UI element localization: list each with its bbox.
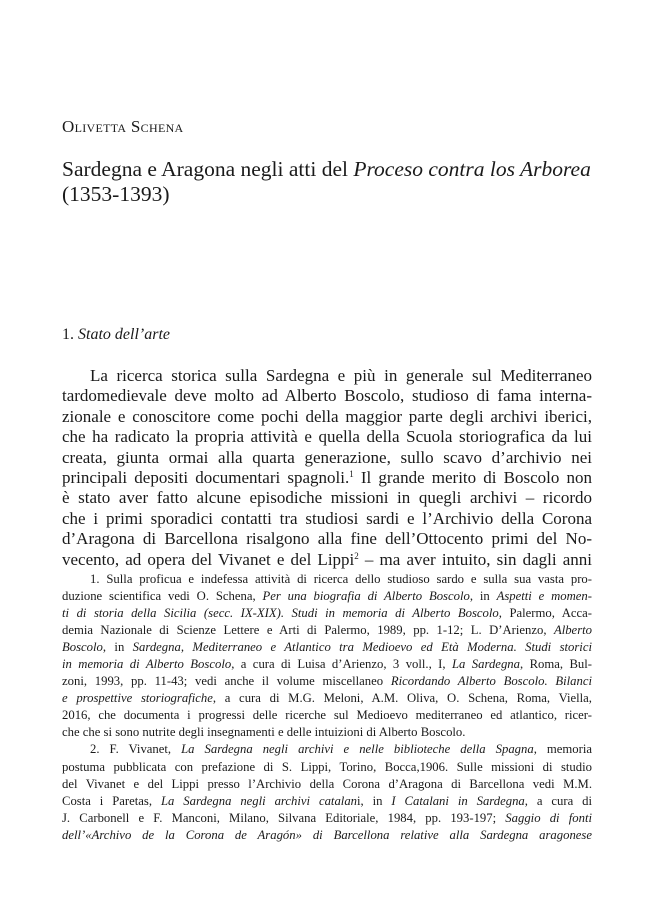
footnote-text: duzione scientifica vedi O. Schena, — [62, 589, 263, 604]
section-number: 1. — [62, 326, 78, 343]
footnote-italic: Ricordando Alberto Boscolo. Bilanci — [390, 674, 592, 689]
body-line: che ha radicato la propria attività e quella della Scuola storiografica da lui — [62, 427, 592, 447]
footnote-text: 2. F. Vivanet, — [90, 742, 182, 757]
footnote-text: zoni, 1993, pp. 11-43; vedi anche il volume miscellaneo — [62, 674, 391, 689]
footnote-text: demia Nazionale di Scienze Lettere e Arti di Palermo, 1989, pp. 1-12; L. D’Arienzo, — [62, 623, 554, 638]
footnote-line: 2016, che documenta i progressi delle ricerche sul Medioevo mediterraneo ed atlantico, ricer- — [62, 708, 592, 723]
footnote-italic: Boscolo — [62, 640, 103, 655]
footnote-text: , a cura di M.G. Meloni, A.M. Oliva, O. Schena, Roma, Viella, — [212, 691, 592, 706]
footnote-line — [62, 810, 592, 827]
footnote-italic: La Sardegna negli archivi catalan — [160, 793, 358, 808]
footnote-line — [62, 690, 592, 707]
article-title — [62, 157, 602, 207]
footnote-line — [62, 622, 592, 639]
footnote-line — [62, 656, 592, 673]
footnote-text: , in — [469, 589, 497, 604]
footnote-line: che che si sono nutrite degli insegnamenti e delle intuizioni di Alberto Boscolo. — [62, 725, 466, 740]
footnote-text: i, in — [357, 793, 392, 808]
footnote-line — [62, 741, 592, 758]
footnote-italic: Saggio di fonti — [505, 810, 592, 825]
footnote-italic: ti di storia della Sicilia (secc. IX-XIX). Studi in memoria di Alberto Boscolo — [62, 606, 499, 621]
section-heading — [62, 326, 170, 344]
footnote-italic: I Catalani in Sardegna — [391, 793, 525, 808]
body-text: Il grande merito di Boscolo non — [353, 467, 592, 487]
body-line: creata, giunta ormai alla quarta generazione, sullo scavo d’archivio nei — [62, 447, 592, 467]
body-line: tardomedievale deve molto ad Alberto Boscolo, studioso di fama interna- — [62, 386, 592, 406]
footnote-italic: Aspetti e momen- — [496, 589, 592, 604]
title-italic-text: Proceso contra los Arborea — [353, 157, 591, 181]
footnote-text: J. Carbonell e F. Manconi, Milano, Silvana Editoriale, 1984, pp. 193-197; — [62, 810, 506, 825]
footnote-line — [62, 793, 592, 810]
footnote-italic: Per una biografia di Alberto Boscolo — [262, 589, 470, 604]
footnote-line — [62, 673, 592, 690]
body-line: La ricerca storica sulla Sardegna e più in generale sul Mediterraneo — [90, 366, 592, 385]
body-line — [62, 550, 592, 570]
footnote-line — [62, 605, 592, 622]
footnote-italic: e prospettive storiografiche — [62, 691, 213, 706]
footnote-text: , a cura di Luisa d’Arienzo, 3 voll., I, — [231, 657, 452, 672]
footnote-text: , memoria — [533, 742, 592, 757]
title-text: Sardegna e Aragona negli atti del — [62, 157, 354, 181]
footnote-italic: in memoria di Alberto Boscolo — [62, 657, 232, 672]
footnote-line — [62, 588, 592, 605]
body-line — [62, 468, 592, 488]
title-years: (1353-1393) — [62, 182, 170, 206]
body-paragraph — [62, 366, 592, 570]
footnote-text: Costa i Paretas, — [62, 793, 161, 808]
body-text: principali depositi documentari spagnoli. — [62, 467, 350, 487]
footnote-line — [62, 827, 592, 844]
body-line: zionale e conoscitore come pochi della maggior parte degli archivi iberici, — [62, 406, 592, 426]
body-text: – ma aver intuito, sin dagli anni — [358, 549, 592, 569]
footnote-text: , Palermo, Acca- — [498, 606, 592, 621]
author-name: Olivetta Schena — [62, 117, 184, 136]
footnote-text: , Roma, Bul- — [519, 657, 592, 672]
body-line: è stato aver fatto alcune episodiche missioni in quegli archivi – ricordo — [62, 488, 592, 508]
footnote-ref-2: 2 — [354, 550, 359, 561]
footnote-line — [62, 639, 592, 656]
footnote-italic: Sardegna, Mediterraneo e Atlantico tra Medioevo ed Età Moderna. Studi storici — [132, 640, 592, 655]
footnote-italic: La Sardegna negli archivi e nelle biblioteche della Spagna — [181, 742, 534, 757]
body-line: che i primi sporadici contatti tra studiosi sardi e l’Archivio della Corona — [62, 508, 592, 528]
footnote-line: postuma pubblicata con prefazione di S. Lippi, Torino, Bocca,1906. Sulle missioni di studio — [62, 759, 592, 774]
footnote-line: del Vivanet e del Lippi presso l’Archivio della Corona d’Aragona di Barcellona vedi M.M. — [62, 776, 592, 791]
body-text: vecento, ad opera del Vivanet e del Lippi — [62, 549, 355, 569]
body-line: d’Aragona di Barcellona risalgono alla fine dell’Ottocento primi del No- — [62, 529, 592, 549]
footnote-text: , in — [102, 640, 133, 655]
footnote-italic: dell’«Archivo de la Corona de Aragón» di Barcellona relative alla Sardegna aragonese — [62, 827, 592, 842]
footnotes — [62, 571, 592, 844]
footnote-italic: La Sardegna — [452, 657, 520, 672]
footnote-text: , a cura di — [524, 793, 592, 808]
section-title: Stato dell’arte — [78, 326, 170, 343]
footnote-italic: Alberto — [553, 623, 592, 638]
footnote-ref-1: 1 — [349, 468, 354, 479]
footnote-line: 1. Sulla proficua e indefessa attività di ricerca dello studioso sardo e sulla sua vasta pro- — [90, 572, 592, 586]
